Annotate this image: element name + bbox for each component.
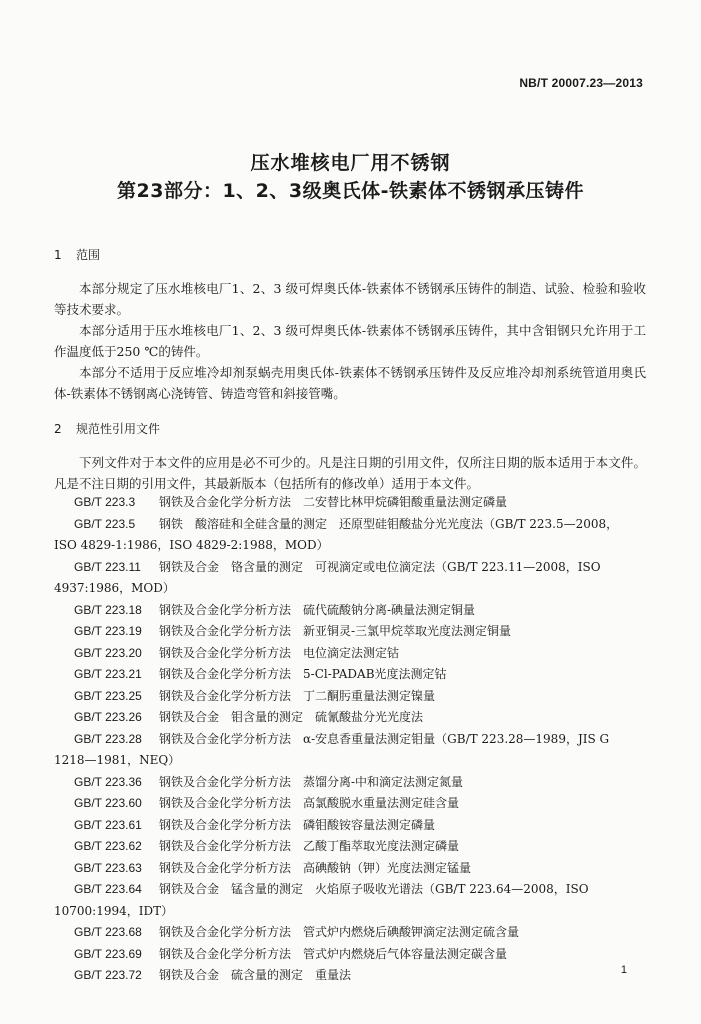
reference-title: 钢铁及合金化学分析方法 硫代硫酸钠分离-碘量法测定铜量	[159, 602, 476, 617]
reference-title: 钢铁及合金化学分析方法 5-Cl-PADAB光度法测定钴	[159, 667, 447, 681]
reference-title: 钢铁及合金 铬含量的测定 可视滴定或电位滴定法（GB/T 223.11—2008，ISO	[159, 559, 601, 574]
section-1-heading	[54, 246, 100, 263]
reference-item	[54, 664, 646, 686]
section-number: 1	[54, 248, 62, 262]
reference-item	[54, 707, 646, 729]
reference-item	[54, 944, 646, 966]
reference-title: 钢铁及合金 锰含量的测定 火焰原子吸收光谱法（GB/T 223.64—2008，ISO	[159, 882, 589, 896]
reference-title: 钢铁及合金化学分析方法 电位滴定法测定钴	[159, 645, 400, 660]
reference-item	[54, 557, 646, 600]
reference-item	[54, 965, 646, 987]
section-2-heading	[54, 420, 160, 437]
reference-item	[54, 922, 646, 944]
reference-code: GB/T 223.26	[74, 710, 142, 724]
reference-item	[54, 686, 646, 708]
reference-item	[54, 793, 646, 815]
reference-title: 钢铁及合金 钼含量的测定 硫氰酸盐分光光度法	[159, 710, 424, 724]
reference-item	[54, 514, 646, 557]
reference-code: GB/T 223.25	[74, 688, 142, 703]
section-title: 范围	[76, 248, 101, 262]
reference-code: GB/T 223.19	[74, 624, 142, 638]
reference-title: 钢铁及合金化学分析方法 管式炉内燃烧后气体容量法测定碳含量	[159, 946, 508, 961]
reference-code: GB/T 223.36	[74, 774, 142, 789]
reference-item	[54, 729, 646, 772]
document-title: 压水堆核电厂用不锈钢	[250, 152, 451, 174]
reference-code: GB/T 223.18	[74, 602, 142, 617]
reference-title: 钢铁及合金化学分析方法 丁二酮肟重量法测定镍量	[159, 688, 436, 703]
reference-title: 钢铁及合金化学分析方法 管式炉内燃烧后碘酸钾滴定法测定硫含量	[159, 925, 520, 939]
reference-item	[54, 836, 646, 858]
reference-code: GB/T 223.3	[74, 495, 136, 509]
reference-item	[54, 879, 646, 922]
reference-code: GB/T 223.62	[74, 839, 142, 853]
reference-item	[54, 772, 646, 794]
reference-title: 钢铁及合金化学分析方法 二安替比林甲烷磷钼酸重量法测定磷量	[159, 495, 508, 509]
reference-title: 钢铁及合金化学分析方法 高氯酸脱水重量法测定硅含量	[159, 796, 460, 810]
reference-item	[54, 815, 646, 837]
reference-code: GB/T 223.64	[74, 882, 142, 896]
reference-code: GB/T 223.69	[74, 946, 142, 961]
reference-list	[54, 492, 646, 987]
reference-title: 钢铁及合金 硫含量的测定 重量法	[159, 968, 352, 982]
references-intro: 下列文件对于本文件的应用是必不可少的。凡是注日期的引用文件，仅所注日期的版本适用于本文件。凡是不注日期的引用文件，其最新版本（包括所有的修改单）适用于本文件。	[54, 455, 646, 491]
reference-code: GB/T 223.28	[74, 731, 142, 746]
reference-title: 钢铁及合金化学分析方法 新亚铜灵-三氯甲烷萃取光度法测定铜量	[159, 624, 512, 638]
reference-item	[54, 600, 646, 622]
reference-continuation: 4937:1986，MOD）	[54, 581, 175, 595]
document-subtitle: 第23部分：1、2、3级奥氏体-铁素体不锈钢承压铸件	[117, 180, 584, 202]
reference-title: 钢铁及合金化学分析方法 α-安息香重量法测定钼量（GB/T 223.28—1989，JIS G	[159, 731, 610, 746]
reference-code: GB/T 223.5	[74, 516, 136, 531]
reference-item	[54, 858, 646, 880]
reference-continuation: 10700:1994，IDT）	[54, 903, 174, 918]
scope-paragraph-2: 本部分适用于压水堆核电厂1、2、3 级可焊奥氏体-铁素体不锈钢承压铸件，其中含钼钢只允许用于工作温度低于250 ℃的铸件。	[54, 323, 646, 359]
reference-continuation: 1218—1981，NEQ）	[54, 753, 181, 767]
section-number: 2	[54, 422, 62, 436]
reference-title: 钢铁及合金化学分析方法 乙酸丁酯萃取光度法测定磷量	[159, 839, 460, 853]
page-number: 1	[620, 964, 627, 976]
reference-code: GB/T 223.60	[74, 796, 142, 810]
standard-code: NB/T 20007.23—2013	[519, 76, 643, 90]
reference-code: GB/T 223.21	[74, 667, 142, 681]
reference-title: 钢铁及合金化学分析方法 高碘酸钠（钾）光度法测定锰量	[159, 860, 472, 875]
reference-item	[54, 492, 646, 514]
reference-code: GB/T 223.72	[74, 968, 142, 982]
reference-code: GB/T 223.61	[74, 817, 142, 832]
reference-item	[54, 643, 646, 665]
reference-title: 钢铁及合金化学分析方法 蒸馏分离-中和滴定法测定氮量	[159, 774, 464, 789]
reference-title: 钢铁及合金化学分析方法 磷钼酸铵容量法测定磷量	[159, 817, 436, 832]
scope-paragraph-3: 本部分不适用于反应堆冷却剂泵蜗壳用奥氏体-铁素体不锈钢承压铸件及反应堆冷却剂系统管道用奥氏体-铁素体不锈钢离心浇铸管、铸造弯管和斜接管嘴。	[54, 365, 646, 401]
reference-code: GB/T 223.63	[74, 860, 142, 875]
reference-continuation: ISO 4829-1:1986，ISO 4829-2:1988，MOD）	[54, 538, 329, 552]
reference-title: 钢铁 酸溶硅和全硅含量的测定 还原型硅钼酸盐分光光度法（GB/T 223.5—2008，	[159, 516, 619, 531]
reference-code: GB/T 223.20	[74, 645, 142, 660]
section-title: 规范性引用文件	[76, 422, 161, 436]
reference-code: GB/T 223.11	[74, 559, 141, 574]
scope-paragraph-1: 本部分规定了压水堆核电厂1、2、3 级可焊奥氏体-铁素体不锈钢承压铸件的制造、试验、检验和验收等技术要求。	[54, 281, 646, 317]
reference-item	[54, 621, 646, 643]
reference-code: GB/T 223.68	[74, 925, 142, 939]
